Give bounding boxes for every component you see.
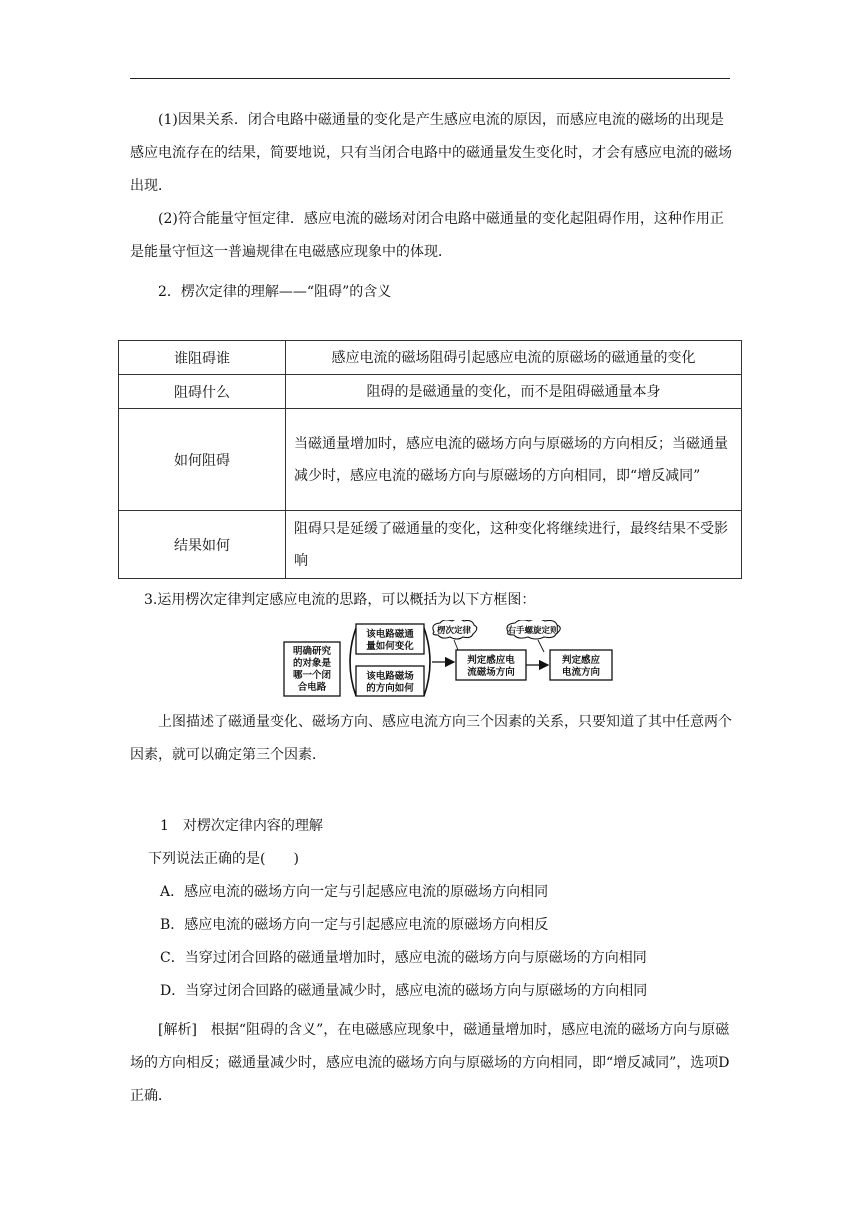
section-heading-meaning: 2．楞次定律的理解——“阻碍”的含义	[158, 284, 392, 300]
flow-box-study-object-line: 的对象是	[292, 658, 332, 669]
flow-box-field-direction-line: 该电路磁场	[366, 671, 414, 682]
flow-box-study-object-line: 哪一个闭	[292, 670, 332, 681]
question-stem: 下列说法正确的是( )	[148, 851, 299, 867]
flow-box-induced-field-line: 流磁场方向	[467, 667, 515, 678]
table-row	[119, 511, 742, 579]
table-row	[119, 341, 742, 375]
table-row	[119, 375, 742, 409]
paragraph-three-factors: 上图描述了磁通量变化、磁场方向、感应电流方向三个因素的关系，只要知道了其中任意两个因素，就可以确定第三个因素．	[130, 714, 732, 763]
cloud-right-hand-rule-label: 右手螺旋定则	[507, 626, 559, 636]
section-heading-flowchart: 3.运用楞次定律判定感应电流的思路，可以概括为以下方框图：	[144, 592, 536, 608]
table-value: 感应电流的磁场阻碍引起感应电流的原磁场的磁通量的变化	[286, 341, 742, 375]
flow-box-induced-field-line: 判定感应电	[467, 655, 515, 666]
cloud-lenz-law-label: 楞次定律	[436, 626, 472, 636]
flow-box-flux-change-line: 该电路磁通	[366, 629, 414, 640]
option-d: D．当穿过闭合回路的磁通量减少时，感应电流的磁场方向与原磁场的方向相同	[160, 983, 648, 999]
table-row	[119, 409, 742, 511]
table-key: 结果如何	[119, 511, 286, 579]
cloud-lenz-pointer	[454, 640, 458, 650]
paragraph-causality: (1)因果关系．闭合电路中磁通量的变化是产生感应电流的原因，而感应电流的磁场的出现是感应电流存在的结果，简要地说，只有当闭合电路中的磁通量发生变化时，才会有感应电流的磁场出现．	[130, 112, 732, 194]
header-rule	[130, 78, 730, 79]
option-b: B．感应电流的磁场方向一定与引起感应电流的原磁场方向相反	[160, 917, 549, 933]
question-heading: 1 对楞次定律内容的理解	[160, 818, 323, 834]
meaning-table	[118, 340, 742, 579]
flow-box-field-direction-line: 的方向如何	[366, 683, 414, 694]
cloud-right-hand-pointer	[538, 640, 544, 652]
option-c: C．当穿过闭合回路的磁通量增加时，感应电流的磁场方向与原磁场的方向相同	[160, 950, 647, 966]
table-value: 阻碍的是磁通量的变化，而不是阻碍磁通量本身	[286, 375, 742, 409]
flow-box-induced-current-line: 电流方向	[561, 667, 601, 678]
paragraph-energy-conservation: (2)符合能量守恒定律．感应电流的磁场对闭合电路中磁通量的变化起阻碍作用，这种作用正是能量守恒这一普遍规律在电磁感应现象中的体现．	[130, 211, 724, 260]
table-value: 阻碍只是延缓了磁通量的变化，这种变化将继续进行，最终结果不受影响	[286, 511, 742, 579]
left-paren-bracket	[350, 628, 356, 696]
flow-box-study-object-line: 合电路	[297, 682, 327, 693]
right-paren-bracket	[424, 628, 430, 696]
option-a: A．感应电流的磁场方向一定与引起感应电流的原磁场方向相同	[160, 884, 549, 900]
analysis-paragraph: [解析] 根据“阻碍的含义”，在电磁感应现象中，磁通量增加时，感应电流的磁场方向与原磁场的方向相反；磁通量减少时，感应电流的磁场方向与原磁场的方向相同，即“增反减同”，选项D正确．	[130, 1022, 730, 1104]
table-key: 阻碍什么	[119, 375, 286, 409]
table-value: 当磁通量增加时，感应电流的磁场方向与原磁场的方向相反；当磁通量减少时，感应电流的磁场方向与原磁场的方向相同，即“增反减同”	[286, 409, 742, 511]
table-key: 如何阻碍	[119, 409, 286, 511]
table-key: 谁阻碍谁	[119, 341, 286, 375]
flow-box-induced-current-line: 判定感应	[561, 655, 601, 666]
flow-box-study-object-line: 明确研究	[292, 646, 332, 657]
flowchart-diagram	[282, 620, 618, 700]
flow-box-flux-change-line: 量如何变化	[366, 641, 414, 652]
